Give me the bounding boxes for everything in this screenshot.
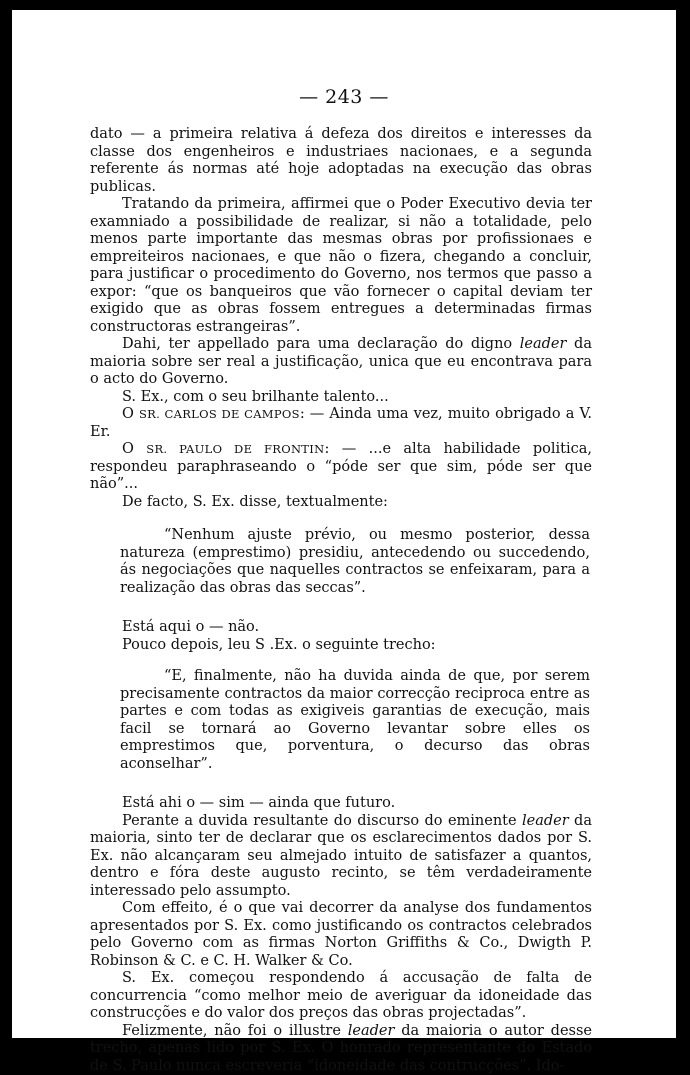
paragraph	[90, 441, 592, 494]
text-run: Dahi, ter appellado para uma declaração do digno	[122, 336, 520, 352]
text-run: O	[122, 406, 139, 422]
italic-term: leader	[522, 813, 569, 829]
paragraph	[90, 336, 592, 389]
paragraph: De facto, S. Ex. disse, textualmente:	[90, 494, 592, 512]
quote-text: “Nenhum ajuste prévio, ou mesmo posterior, dessa natureza (emprestimo) presidiu, antecedendo ou succedendo, ás negociações que naquelles contractos se enfeixaram, para a realização das obras das seccas”.	[120, 527, 590, 597]
block-quote	[90, 668, 592, 773]
quote-text: “E, finalmente, não ha duvida ainda de que, por serem precisamente contractos da maior correcção reciproca entre as partes e com todas as exigiveis garantias de execução, mais facil se tornará ao Governo levantar sobre elles os emprestimos que, porventura, o decurso das obras aconselhar”.	[120, 668, 590, 773]
paragraph: Está ahi o — sim — ainda que futuro.	[90, 795, 592, 813]
paragraph	[90, 813, 592, 901]
body-text	[90, 126, 592, 1075]
text-run: da maioria, sinto ter de declarar que os esclarecimentos dados por S. Ex. não alcançaram seu almejado intuito de satisfazer a quantos, dentro e fóra deste augusto recinto, se têm verdadeiramente interessado pelo assumpto.	[90, 813, 592, 899]
speaker-name: SR. CARLOS DE CAMPOS	[139, 407, 300, 421]
block-quote	[90, 527, 592, 597]
paragraph: Pouco depois, leu S .Ex. o seguinte trecho:	[90, 637, 592, 655]
paragraph: S. Ex. começou respondendo á accusação de falta de concurrencia “como melhor meio de averiguar da idoneidade das construcções e do valor dos preços das obras projectadas”.	[90, 970, 592, 1023]
paragraph: Está aqui o — não.	[90, 619, 592, 637]
text-run: da maioria sobre ser real a justificação, unica que eu encontrava para o acto do Governo.	[90, 336, 592, 387]
text-run: da maioria o autor desse trecho, apenas lido por S. Ex. O honrado representante do Estado de S. Paulo nunca escreveria “idoneidade das contrucções”. Ido-	[90, 1023, 592, 1074]
paragraph: dato — a primeira relativa á defeza dos direitos e interesses da classe dos engenheiros e industriaes nacionaes, e a segunda referente ás normas até hoje adoptadas na execução das obras publicas.	[90, 126, 592, 196]
speaker-name: SR. PAULO DE FRONTIN	[146, 442, 324, 456]
paragraph	[90, 406, 592, 441]
text-run: Perante a duvida resultante do discurso do eminente	[122, 813, 522, 829]
paragraph	[90, 1023, 592, 1075]
text-run: : — ...e alta habilidade politica, respondeu paraphraseando o “póde ser que sim, póde ser que não”...	[90, 441, 592, 492]
paragraph: Com effeito, é o que vai decorrer da analyse dos fundamentos apresentados por S. Ex. como justificando os contractos celebrados pelo Governo com as firmas Norton Griffiths & Co., Dwigth P. Robinson & C. e C. H. Walker & Co.	[90, 900, 592, 970]
document-page	[12, 10, 676, 1038]
paragraph: S. Ex., com o seu brilhante talento...	[90, 389, 592, 407]
text-run: : — Ainda uma vez, muito obrigado a V. Er.	[90, 406, 592, 440]
italic-term: leader	[520, 336, 567, 352]
paragraph: Tratando da primeira, affirmei que o Poder Executivo devia ter examniado a possibilidade de realizar, si não a totalidade, pelo menos parte importante das mesmas obras por profissionaes e empreiteiros nacionaes, e que não o fizera, chegando a concluir, para justificar o procedimento do Governo, nos termos que passo a expor: “que os banqueiros que vão fornecer o capital deviam ter exigido que as obras fossem entregues a determinadas firmas constructoras estrangeiras”.	[90, 196, 592, 336]
page-number: — 243 —	[12, 86, 676, 108]
text-run: Felizmente, não foi o illustre	[122, 1023, 348, 1039]
italic-term: leader	[348, 1023, 395, 1039]
text-run: O	[122, 441, 146, 457]
